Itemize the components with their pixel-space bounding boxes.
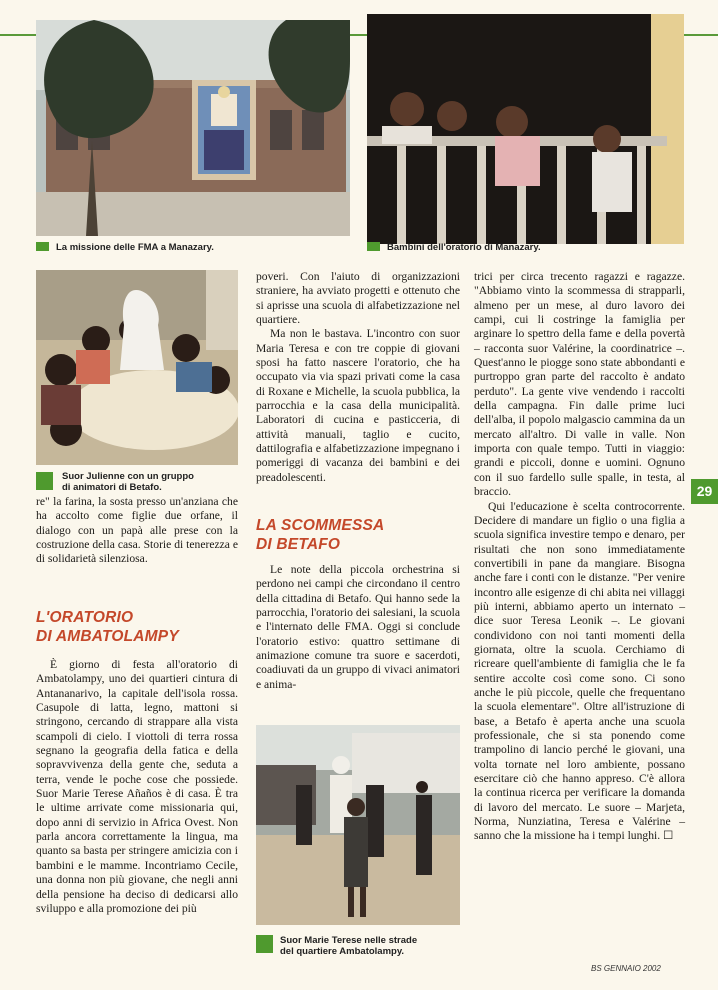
heading-oratorio-ambatolampy [36, 608, 179, 646]
column-2-paragraph-1: poveri. Con l'aiuto di organizzazioni straniere, ha avviato progetti e ottenuto che si aprisse una scuola di alfabetizzazione nel quartiere. [256, 270, 460, 327]
photo-suor-marie-terese [256, 725, 460, 925]
caption-photo-1: La missione delle FMA a Manazary. [36, 242, 214, 253]
caption-photo-3 [62, 471, 194, 493]
end-of-article-mark: ☐ [663, 829, 674, 843]
column-3 [474, 270, 685, 844]
heading-line-2: DI AMBATOLAMPY [36, 628, 179, 645]
column-2-top [256, 270, 460, 485]
caption-marker [36, 242, 49, 251]
heading-scommessa-betafo [256, 516, 384, 554]
column-3-paragraph-2 [474, 500, 685, 844]
caption-marker [367, 242, 380, 251]
footer-issue: BS GENNAIO 2002 [591, 964, 661, 973]
page-number-tab: 29 [691, 479, 718, 504]
column-2-bottom [256, 563, 460, 692]
photo-suor-julienne [36, 270, 238, 465]
caption-photo-3-line-1: Suor Julienne con un gruppo [62, 471, 194, 482]
photo-children-manazary [367, 14, 684, 244]
column-3-paragraph-1: trici per circa trecento ragazzi e ragazze. "Abbiamo vinto la scommessa di strapparli, almeno per un mese, al duro lavoro dei campi, cui li costringe la famiglia per arginare lo spettro della fame e della povertà – racconta suor Valérine, la coordinatrice –. Quest'anno le piogge sono state abbondanti e purtroppo gran parte del raccolto è andato perduto". La gente vive vendendo i raccolti della campagna. Fin dalle prime luci dell'alba, il popolo malgascio cammina da un mercato all'altro. Di valle in valle. Non importa con quale tempo. Tutti in viaggio: grandi e piccoli, donne e uomini. Ognuno con il suo fardello sulle spalle, in testa, al braccio. [474, 270, 685, 499]
column-1-paragraph-1: re" la farina, la sosta presso un'anziana che ha accolto come figlie due orfane, il dialogo con un papà alle prese con la costruzione della casa. Storie di tenerezza e di solidarietà silenziosa. [36, 495, 238, 566]
column-1-bottom [36, 658, 238, 916]
column-1-top [36, 495, 238, 567]
column-1-paragraph-2: È giorno di festa all'oratorio di Ambatolampy, uno dei quartieri cintura di Antananarivo, la capitale dell'isola rossa. Casupole di latta, legno, mattoni si stringono, cercando di strappare alla vista scampoli di cielo. I viottoli di terra rossa segnano la geografia della fatica e della sopravvivenza della gente che, seduta a terra, vende le poche cose che possiede. Suor Marie Terese Añaños è di casa. È tra le ultime arrivate come missionaria qui, dopo anni di servizio in Africa Ovest. Non parla ancora correttamente la lingua, ma quanto sa basta per stringere amicizia con i bambini e le mamme. Incontriamo Cecile, una donna non più giovane, che negli anni della pensione ha deciso di dedicarsi allo sviluppo e alla promozione dei più [36, 658, 238, 915]
caption-marker-4 [256, 935, 273, 953]
caption-marker-3 [36, 472, 53, 490]
column-3-paragraph-2-text: Qui l'educazione è scelta controcorrente. Decidere di mandare un figlio o una figlia a scuola significa investire tempo e denaro, per risultati che non sono immediatamente convertibili in pane da mangiare. Bisogna anche fare i conti con le distanze. "Per venire incontro alle esigenze di chi abita nei villaggi più interni, abbiamo aperto un internato – dice suor Teresa Leonik –. Le giovani condividono con noi tanti momenti della giornata, oltre la scuola. Cerchiamo di ricreare quell'ambiente di famiglia che le fa sentire accolte così come sono. Ci sono anche le più piccole, quelle che frequentano la scuola elementare". Oltre all'istruzione di base, a Betafo è aperta anche una scuola professionale, che si sta ponendo come trampolino di lancio perché le giovani, una volta tornate nel loro ambiente, possano esercitare ciò che hanno appreso. C'è allora la continua ricerca per verificare la domanda di lavoro del mercato. Le suore – Marjeta, Norma, Nunziatina, Teresa e Valérine – sanno che la missione ha i tempi lunghi. [474, 499, 685, 843]
caption-photo-3-line-2: di animatori di Betafo. [62, 482, 162, 493]
caption-photo-2: Bambini dell'oratorio di Manazary. [367, 242, 541, 253]
heading-line-2: DI BETAFO [256, 536, 341, 553]
caption-photo-4-line-1: Suor Marie Terese nelle strade [280, 935, 418, 946]
caption-photo-4 [280, 935, 417, 957]
column-2-paragraph-3: Le note della piccola orchestrina si perdono nei campi che circondano il centro della cittadina di Betafo. Qui hanno sede la parrocchia, l'oratorio dei salesiani, la scuola e l'internato delle FMA. Oggi si conclude l'oratorio estivo: quattro settimane di animazione comune tra suore e sacerdoti, coadiuvati da un gruppo di vivaci animatori e anima- [256, 563, 460, 691]
caption-photo-4-line-2: del quartiere Ambatolampy. [280, 946, 405, 957]
column-2-paragraph-2: Ma non le bastava. L'incontro con suor Maria Teresa e con tre coppie di giovani sposi ha fatto nascere l'oratorio, che ha occupato via via spazi privati come la casa di Roxane e Michelle, la scuola pubblica, la parrocchia e la casa della municipalità. Laboratori di cucina e pasticceria, di attività manuali, taglio e cucito, dattilografia e alfabetizzazione impegnano i pomeriggi di vacanza dei bambini e dei preadolescenti. [256, 327, 460, 484]
heading-line-1: LA SCOMMESSA [256, 517, 385, 534]
heading-line-1: L'ORATORIO [36, 609, 134, 626]
photo-mission-manazary [36, 20, 350, 236]
